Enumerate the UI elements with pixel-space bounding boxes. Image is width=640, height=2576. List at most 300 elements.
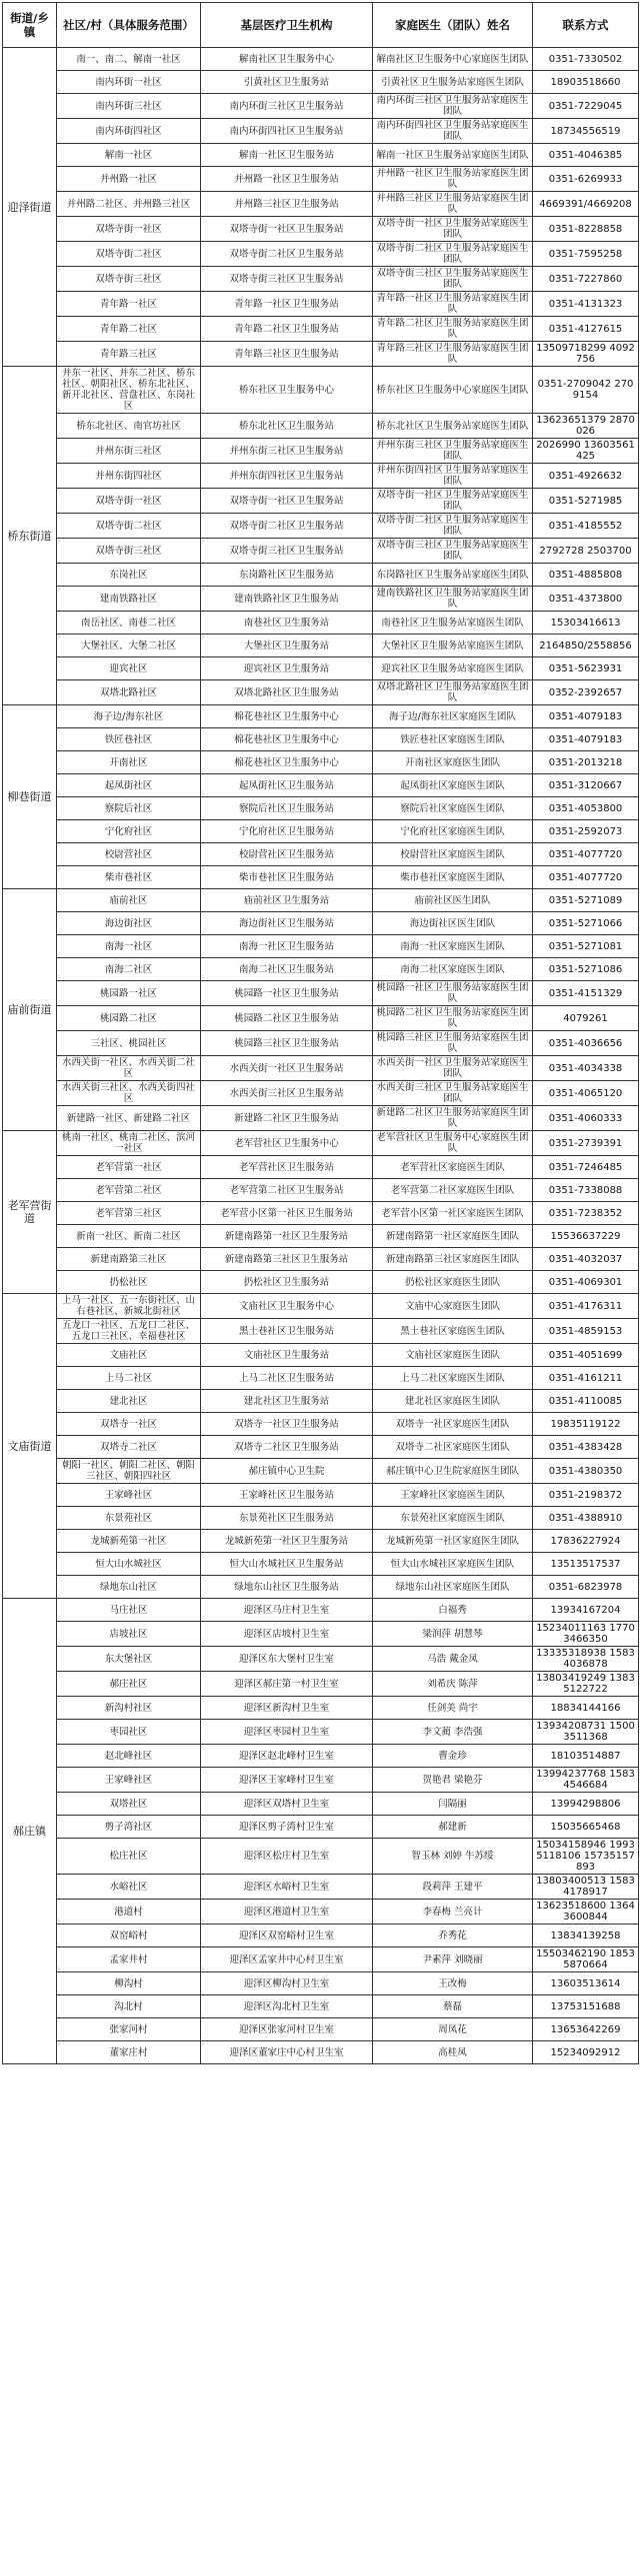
contact-cell: 0351-2739391 xyxy=(533,1131,639,1156)
institution-cell: 南内环街三社区卫生服务站 xyxy=(201,94,373,119)
institution-cell: 起凤街社区卫生服务站 xyxy=(201,774,373,797)
institution-cell: 东岗路社区卫生服务站 xyxy=(201,564,373,587)
community-cell: 上马一社区、五一东街社区、山右巷社区、新城北街社区 xyxy=(57,1294,201,1319)
doctor-team-cell: 恒大山水城社区家庭医生团队 xyxy=(373,1553,533,1576)
table-row xyxy=(3,1553,639,1576)
table-row xyxy=(3,1647,639,1672)
contact-cell: 13934167204 xyxy=(533,1599,639,1622)
institution-cell: 老军营小区第一社区卫生服务站 xyxy=(201,1202,373,1225)
community-cell: 双窑峪村 xyxy=(57,1925,201,1947)
institution-cell: 双塔寺街一社区卫生服务站 xyxy=(201,217,373,242)
institution-cell: 宁化府社区卫生服务站 xyxy=(201,820,373,843)
community-cell: 青年路二社区 xyxy=(57,317,201,342)
institution-cell: 龙城新苑第一社区卫生服务站 xyxy=(201,1530,373,1553)
table-row xyxy=(3,1367,639,1390)
table-row xyxy=(3,958,639,981)
table-row xyxy=(3,1484,639,1507)
table-row xyxy=(3,119,639,144)
community-cell: 店坡社区 xyxy=(57,1622,201,1647)
institution-cell: 解南社区卫生服务中心 xyxy=(201,48,373,71)
doctor-team-cell: 并州路三社区卫生服务站家庭医生团队 xyxy=(373,192,533,217)
institution-cell: 老军营社区卫生服务中心 xyxy=(201,1131,373,1156)
doctor-team-cell: 闫隔丽 xyxy=(373,1793,533,1816)
institution-cell: 南海一社区卫生服务站 xyxy=(201,935,373,958)
contact-cell: 13335318938 15834036878 xyxy=(533,1647,639,1672)
institution-cell: 大堡社区卫生服务站 xyxy=(201,635,373,657)
community-cell: 建南铁路社区 xyxy=(57,587,201,612)
community-cell: 桃南一社区、桃南二社区、滨河一社区 xyxy=(57,1131,201,1156)
table-row xyxy=(3,514,639,539)
contact-cell: 0351-4380350 xyxy=(533,1459,639,1484)
table-row xyxy=(3,564,639,587)
contact-cell: 0351-4069301 xyxy=(533,1271,639,1294)
community-cell: 双塔社区 xyxy=(57,1793,201,1816)
contact-cell: 0351-4032037 xyxy=(533,1248,639,1271)
community-cell: 水西关街三社区、水西关街四社区 xyxy=(57,1081,201,1106)
table-row xyxy=(3,1413,639,1436)
contact-cell: 0351-2198372 xyxy=(533,1484,639,1507)
table-row xyxy=(3,1390,639,1413)
institution-cell: 迎泽区赵北峰村卫生室 xyxy=(201,1745,373,1768)
contact-cell: 0351-4046385 xyxy=(533,144,639,167)
table-row xyxy=(3,342,639,367)
community-cell: 文庙社区 xyxy=(57,1344,201,1367)
table-row xyxy=(3,751,639,774)
community-cell: 并州东街四社区 xyxy=(57,464,201,489)
contact-cell: 0351-2013218 xyxy=(533,751,639,774)
contact-cell: 0351-5271089 xyxy=(533,889,639,912)
community-cell: 海边街社区 xyxy=(57,912,201,935)
community-cell: 新建路一社区、新建路二社区 xyxy=(57,1106,201,1131)
doctor-team-cell: 双塔寺街二社区卫生服务站家庭医生团队 xyxy=(373,514,533,539)
community-cell: 水峪社区 xyxy=(57,1875,201,1900)
contact-cell: 0351-5271086 xyxy=(533,958,639,981)
header-institution: 基层医疗卫生机构 xyxy=(201,3,373,48)
doctor-team-cell: 双塔寺街一社区卫生服务站家庭医生团队 xyxy=(373,217,533,242)
institution-cell: 南海二社区卫生服务站 xyxy=(201,958,373,981)
doctor-team-cell: 起凤街社区家庭医生团队 xyxy=(373,774,533,797)
table-row xyxy=(3,1875,639,1900)
institution-cell: 迎泽区马庄村卫生室 xyxy=(201,1599,373,1622)
institution-cell: 新建南路第一社区卫生服务站 xyxy=(201,1225,373,1248)
table-row xyxy=(3,367,639,414)
street-cell: 郝庄镇 xyxy=(3,1599,57,2064)
institution-cell: 双塔寺街三社区卫生服务站 xyxy=(201,539,373,564)
doctor-team-cell: 龙城新苑第一社区家庭医生团队 xyxy=(373,1530,533,1553)
contact-cell: 4079261 xyxy=(533,1006,639,1031)
institution-cell: 桃园路三社区卫生服务站 xyxy=(201,1031,373,1056)
doctor-team-cell: 解南社区卫生服务中心家庭医生团队 xyxy=(373,48,533,71)
community-cell: 并州路二社区、并州路三社区 xyxy=(57,192,201,217)
table-row xyxy=(3,144,639,167)
doctor-team-cell: 青年路二社区卫生服务站家庭医生团队 xyxy=(373,317,533,342)
doctor-team-cell: 双塔北路社区卫生服务站家庭医生团队 xyxy=(373,680,533,705)
institution-cell: 迎泽区双窑峪村卫生室 xyxy=(201,1925,373,1947)
street-cell: 迎泽街道 xyxy=(3,48,57,367)
community-cell: 开南社区 xyxy=(57,751,201,774)
table-row xyxy=(3,539,639,564)
community-cell: 双塔寺街二社区 xyxy=(57,514,201,539)
doctor-team-cell: 刘希庆 陈萍 xyxy=(373,1672,533,1697)
street-cell: 文庙街道 xyxy=(3,1294,57,1599)
table-row xyxy=(3,94,639,119)
doctor-team-cell: 桃园路三社区卫生服务站家庭医生团队 xyxy=(373,1031,533,1056)
institution-cell: 郝庄镇中心卫生院 xyxy=(201,1459,373,1484)
institution-cell: 桥东社区卫生服务中心 xyxy=(201,367,373,414)
doctor-team-cell: 任剑美 尚宇 xyxy=(373,1697,533,1720)
institution-cell: 迎泽区枣园村卫生室 xyxy=(201,1720,373,1745)
table-row xyxy=(3,705,639,728)
community-cell: 桃园路二社区 xyxy=(57,1006,201,1031)
doctor-team-cell: 南海二社区家庭医生团队 xyxy=(373,958,533,981)
doctor-team-cell: 老军营第二社区家庭医生团队 xyxy=(373,1179,533,1202)
doctor-team-cell: 绿地东山社区家庭医生团队 xyxy=(373,1576,533,1599)
contact-cell: 0351-2709042 2709154 xyxy=(533,367,639,414)
contact-cell: 18103514887 xyxy=(533,1745,639,1768)
contact-cell: 0351-7338088 xyxy=(533,1179,639,1202)
community-cell: 港道村 xyxy=(57,1900,201,1925)
doctor-team-cell: 水西关街一社区卫生服务站家庭医生团队 xyxy=(373,1056,533,1081)
contact-cell: 0351-5271081 xyxy=(533,935,639,958)
community-cell: 水西关街一社区、水西关街二社区 xyxy=(57,1056,201,1081)
community-cell: 并州东街三社区 xyxy=(57,439,201,464)
table-row xyxy=(3,1056,639,1081)
community-cell: 三社区、桃园社区 xyxy=(57,1031,201,1056)
institution-cell: 青年路一社区卫生服务站 xyxy=(201,292,373,317)
doctor-team-cell: 梁润萍 胡慧琴 xyxy=(373,1622,533,1647)
table-row xyxy=(3,1131,639,1156)
community-cell: 双塔寺街一社区 xyxy=(57,217,201,242)
community-cell: 扔松社区 xyxy=(57,1271,201,1294)
doctor-team-cell: 南巷社区卫生服务站家庭医生团队 xyxy=(373,612,533,635)
contact-cell: 0351-7246485 xyxy=(533,1156,639,1179)
doctor-team-cell: 高桂凤 xyxy=(373,2041,533,2064)
table-row xyxy=(3,414,639,439)
doctor-team-cell: 南内环街四社区卫生服务站家庭医生团队 xyxy=(373,119,533,144)
institution-cell: 青年路三社区卫生服务站 xyxy=(201,342,373,367)
doctor-team-cell: 李文蔺 李浩强 xyxy=(373,1720,533,1745)
contact-cell: 0351-4885808 xyxy=(533,564,639,587)
contact-cell: 13513517537 xyxy=(533,1553,639,1576)
doctor-team-cell: 桃园路二社区卫生服务站家庭医生团队 xyxy=(373,1006,533,1031)
institution-cell: 迎泽区东大堡村卫生室 xyxy=(201,1647,373,1672)
community-cell: 枣园社区 xyxy=(57,1720,201,1745)
contact-cell: 0351-4388910 xyxy=(533,1507,639,1530)
community-cell: 双塔北路社区 xyxy=(57,680,201,705)
header-contact: 联系方式 xyxy=(533,3,639,48)
institution-cell: 桃园路二社区卫生服务站 xyxy=(201,1006,373,1031)
community-cell: 铁匠巷社区 xyxy=(57,728,201,751)
community-cell: 桃园路一社区 xyxy=(57,981,201,1006)
table-row xyxy=(3,1816,639,1839)
doctor-team-cell: 老军营社区家庭医生团队 xyxy=(373,1156,533,1179)
institution-cell: 迎泽区双塔村卫生室 xyxy=(201,1793,373,1816)
contact-cell: 0351-7238352 xyxy=(533,1202,639,1225)
contact-cell: 15234011163 17703466350 xyxy=(533,1622,639,1647)
institution-cell: 水西关街三社区卫生服务站 xyxy=(201,1081,373,1106)
doctor-team-cell: 建南铁路社区卫生服务站家庭医生团队 xyxy=(373,587,533,612)
table-row xyxy=(3,167,639,192)
contact-cell: 0351-7227860 xyxy=(533,267,639,292)
community-cell: 南岳社区、南巷二社区 xyxy=(57,612,201,635)
contact-cell: 2792728 2503700 xyxy=(533,539,639,564)
community-cell: 南海二社区 xyxy=(57,958,201,981)
doctor-team-cell: 海边街社区医生团队 xyxy=(373,912,533,935)
community-cell: 赵北峰社区 xyxy=(57,1745,201,1768)
institution-cell: 双塔寺街一社区卫生服务站 xyxy=(201,489,373,514)
table-row xyxy=(3,1530,639,1553)
institution-cell: 水西关街一社区卫生服务站 xyxy=(201,1056,373,1081)
contact-cell: 18834144166 xyxy=(533,1697,639,1720)
community-cell: 老军营第一社区 xyxy=(57,1156,201,1179)
institution-cell: 校尉营社区卫生服务站 xyxy=(201,843,373,866)
table-row xyxy=(3,1248,639,1271)
doctor-team-cell: 文庙中心家庭医生团队 xyxy=(373,1294,533,1319)
table-row xyxy=(3,912,639,935)
doctor-team-cell: 庙前社区医生团队 xyxy=(373,889,533,912)
doctor-team-cell: 校尉营社区家庭医生团队 xyxy=(373,843,533,866)
community-cell: 青年路三社区 xyxy=(57,342,201,367)
doctor-team-cell: 解南一社区卫生服务站家庭医生团队 xyxy=(373,144,533,167)
table-row xyxy=(3,1507,639,1530)
institution-cell: 迎泽区郝庄第一村卫生室 xyxy=(201,1672,373,1697)
doctor-team-cell: 郝庄镇中心卫生院家庭医生团队 xyxy=(373,1459,533,1484)
table-row xyxy=(3,843,639,866)
community-cell: 庙前社区 xyxy=(57,889,201,912)
doctor-team-cell: 南内环街三社区卫生服务站家庭医生团队 xyxy=(373,94,533,119)
contact-cell: 18903518660 xyxy=(533,71,639,94)
table-row xyxy=(3,1839,639,1875)
table-row xyxy=(3,866,639,889)
community-cell: 恒大山水城社区 xyxy=(57,1553,201,1576)
table-row xyxy=(3,1622,639,1647)
community-cell: 宁化府社区 xyxy=(57,820,201,843)
doctor-team-cell: 南海一社区家庭医生团队 xyxy=(373,935,533,958)
contact-cell: 0351-4131323 xyxy=(533,292,639,317)
doctor-team-cell: 桥东社区卫生服务中心家庭医生团队 xyxy=(373,367,533,414)
contact-cell: 0351-4077720 xyxy=(533,866,639,889)
header-street: 街道/乡镇 xyxy=(3,3,57,48)
doctor-team-cell: 新建南路第一社区家庭医生团队 xyxy=(373,1225,533,1248)
contact-cell: 0351-4161211 xyxy=(533,1367,639,1390)
institution-cell: 迎泽区港道村卫生室 xyxy=(201,1900,373,1925)
contact-cell: 0351-4051699 xyxy=(533,1344,639,1367)
service-table xyxy=(2,2,639,2064)
doctor-team-cell: 新建路二社区卫生服务站家庭医生团队 xyxy=(373,1106,533,1131)
table-row xyxy=(3,797,639,820)
street-cell: 庙前街道 xyxy=(3,889,57,1131)
street-cell: 桥东街道 xyxy=(3,367,57,705)
community-cell: 沟北村 xyxy=(57,1995,201,2018)
contact-cell: 13994237768 15834546684 xyxy=(533,1768,639,1793)
institution-cell: 棉花巷社区卫生服务中心 xyxy=(201,751,373,774)
table-row xyxy=(3,657,639,680)
institution-cell: 青年路二社区卫生服务站 xyxy=(201,317,373,342)
contact-cell: 0351-4060333 xyxy=(533,1106,639,1131)
community-cell: 察院后社区 xyxy=(57,797,201,820)
institution-cell: 迎泽区水峪村卫生室 xyxy=(201,1875,373,1900)
doctor-team-cell: 白福秀 xyxy=(373,1599,533,1622)
table-row xyxy=(3,292,639,317)
table-row xyxy=(3,1972,639,1995)
community-cell: 南内环街三社区 xyxy=(57,94,201,119)
doctor-team-cell: 双塔寺一社区家庭医生团队 xyxy=(373,1413,533,1436)
institution-cell: 迎泽区新沟村卫生室 xyxy=(201,1697,373,1720)
community-cell: 南海一社区 xyxy=(57,935,201,958)
table-row xyxy=(3,1768,639,1793)
doctor-team-cell: 并州路一社区卫生服务站家庭医生团队 xyxy=(373,167,533,192)
community-cell: 龙城新苑第一社区 xyxy=(57,1530,201,1553)
contact-cell: 13934208731 15003511368 xyxy=(533,1720,639,1745)
table-row xyxy=(3,820,639,843)
institution-cell: 柴市巷社区卫生服务站 xyxy=(201,866,373,889)
doctor-team-cell: 双塔寺街一社区卫生服务站家庭医生团队 xyxy=(373,489,533,514)
table-row xyxy=(3,1745,639,1768)
community-cell: 双塔寺街二社区 xyxy=(57,242,201,267)
community-cell: 双塔寺街三社区 xyxy=(57,539,201,564)
contact-cell: 0351-4053800 xyxy=(533,797,639,820)
doctor-team-cell: 东景苑社区家庭医生团队 xyxy=(373,1507,533,1530)
doctor-team-cell: 建北社区家庭医生团队 xyxy=(373,1390,533,1413)
community-cell: 南一、南二、解南一社区 xyxy=(57,48,201,71)
community-cell: 老军营第二社区 xyxy=(57,1179,201,1202)
doctor-team-cell: 蔡磊 xyxy=(373,1995,533,2018)
institution-cell: 迎泽区孟家井中心村卫生室 xyxy=(201,1947,373,1972)
table-row xyxy=(3,1925,639,1947)
contact-cell: 0351-3120667 xyxy=(533,774,639,797)
contact-cell: 0351-4373800 xyxy=(533,587,639,612)
contact-cell: 0351-6823978 xyxy=(533,1576,639,1599)
table-row xyxy=(3,728,639,751)
table-row xyxy=(3,2018,639,2041)
table-row xyxy=(3,635,639,657)
community-cell: 并东一社区、并东二社区、桥东社区、朝阳社区、桥东北社区、新开北社区、营盘社区、东岗社区 xyxy=(57,367,201,414)
doctor-team-cell: 青年路三社区卫生服务站家庭医生团队 xyxy=(373,342,533,367)
contact-cell: 15035665468 xyxy=(533,1816,639,1839)
institution-cell: 并州路一社区卫生服务站 xyxy=(201,167,373,192)
institution-cell: 棉花巷社区卫生服务中心 xyxy=(201,705,373,728)
contact-cell: 13834139258 xyxy=(533,1925,639,1947)
doctor-team-cell: 迎宾社区卫生服务站家庭医生团队 xyxy=(373,657,533,680)
doctor-team-cell: 察院后社区家庭医生团队 xyxy=(373,797,533,820)
institution-cell: 扔松社区卫生服务站 xyxy=(201,1271,373,1294)
community-cell: 张家河村 xyxy=(57,2018,201,2041)
table-row xyxy=(3,1271,639,1294)
contact-cell: 13994298806 xyxy=(533,1793,639,1816)
contact-cell: 0351-4859153 xyxy=(533,1319,639,1344)
contact-cell: 0351-7595258 xyxy=(533,242,639,267)
doctor-team-cell: 水西关街三社区卫生服务站家庭医生团队 xyxy=(373,1081,533,1106)
institution-cell: 并州东街四社区卫生服务站 xyxy=(201,464,373,489)
institution-cell: 双塔寺一社区卫生服务站 xyxy=(201,1413,373,1436)
institution-cell: 上马二社区卫生服务站 xyxy=(201,1367,373,1390)
community-cell: 朝阳一社区、朝阳二社区、朝阳三社区、朝阳四社区 xyxy=(57,1459,201,1484)
community-cell: 老军营第三社区 xyxy=(57,1202,201,1225)
table-row xyxy=(3,217,639,242)
doctor-team-cell: 乔秀花 xyxy=(373,1925,533,1947)
community-cell: 建北社区 xyxy=(57,1390,201,1413)
institution-cell: 新建路二社区卫生服务站 xyxy=(201,1106,373,1131)
table-row xyxy=(3,1459,639,1484)
table-row xyxy=(3,1344,639,1367)
contact-cell: 0351-4383428 xyxy=(533,1436,639,1459)
table-row xyxy=(3,1294,639,1319)
community-cell: 新建南路第三社区 xyxy=(57,1248,201,1271)
header-doctor-team: 家庭医生（团队）姓名 xyxy=(373,3,533,48)
community-cell: 马庄社区 xyxy=(57,1599,201,1622)
community-cell: 东大堡社区 xyxy=(57,1647,201,1672)
doctor-team-cell: 李春梅 兰亮计 xyxy=(373,1900,533,1925)
doctor-team-cell: 铁匠巷社区家庭医生团队 xyxy=(373,728,533,751)
table-row xyxy=(3,242,639,267)
institution-cell: 王家峰社区卫生服务站 xyxy=(201,1484,373,1507)
community-cell: 海子边/海东社区 xyxy=(57,705,201,728)
table-row xyxy=(3,1900,639,1925)
contact-cell: 0351-4176311 xyxy=(533,1294,639,1319)
doctor-team-cell: 柴市巷社区家庭医生团队 xyxy=(373,866,533,889)
institution-cell: 东景苑社区卫生服务站 xyxy=(201,1507,373,1530)
community-cell: 双塔寺二社区 xyxy=(57,1436,201,1459)
contact-cell: 0351-4151329 xyxy=(533,981,639,1006)
community-cell: 王家峰社区 xyxy=(57,1484,201,1507)
table-row xyxy=(3,1672,639,1697)
community-cell: 双塔寺一社区 xyxy=(57,1413,201,1436)
doctor-team-cell: 东岗路社区卫生服务站家庭医生团队 xyxy=(373,564,533,587)
institution-cell: 迎泽区松庄村卫生室 xyxy=(201,1839,373,1875)
contact-cell: 15303416613 xyxy=(533,612,639,635)
doctor-team-cell: 文庙社区家庭医生团队 xyxy=(373,1344,533,1367)
institution-cell: 并州东街三社区卫生服务站 xyxy=(201,439,373,464)
doctor-team-cell: 老军营社区卫生服务中心家庭医生团队 xyxy=(373,1131,533,1156)
table-row xyxy=(3,1031,639,1056)
institution-cell: 迎泽区柳沟村卫生室 xyxy=(201,1972,373,1995)
contact-cell: 0351-4110085 xyxy=(533,1390,639,1413)
doctor-team-cell: 双塔寺二社区家庭医生团队 xyxy=(373,1436,533,1459)
table-row xyxy=(3,1576,639,1599)
institution-cell: 迎宾社区卫生服务站 xyxy=(201,657,373,680)
contact-cell: 0351-4127615 xyxy=(533,317,639,342)
table-row xyxy=(3,1179,639,1202)
table-row xyxy=(3,1156,639,1179)
institution-cell: 察院后社区卫生服务站 xyxy=(201,797,373,820)
institution-cell: 文庙社区卫生服务站 xyxy=(201,1344,373,1367)
doctor-team-cell: 扔松社区家庭医生团队 xyxy=(373,1271,533,1294)
header-row xyxy=(3,3,639,48)
institution-cell: 海边街社区卫生服务站 xyxy=(201,912,373,935)
institution-cell: 南巷社区卫生服务站 xyxy=(201,612,373,635)
street-cell: 老军营街道 xyxy=(3,1131,57,1294)
doctor-team-cell: 智玉林 刘婷 牛苏绥 xyxy=(373,1839,533,1875)
institution-cell: 迎泽区沟北村卫生室 xyxy=(201,1995,373,2018)
doctor-team-cell: 尹素萍 刘晓丽 xyxy=(373,1947,533,1972)
doctor-team-cell: 王改梅 xyxy=(373,1972,533,1995)
community-cell: 迎宾社区 xyxy=(57,657,201,680)
table-row xyxy=(3,71,639,94)
contact-cell: 19835119122 xyxy=(533,1413,639,1436)
community-cell: 东岗社区 xyxy=(57,564,201,587)
doctor-team-cell: 王家峰社区家庭医生团队 xyxy=(373,1484,533,1507)
contact-cell: 13653642269 xyxy=(533,2018,639,2041)
community-cell: 双塔寺街三社区 xyxy=(57,267,201,292)
doctor-team-cell: 贺艳君 梁艳芬 xyxy=(373,1768,533,1793)
table-row xyxy=(3,889,639,912)
community-cell: 柴市巷社区 xyxy=(57,866,201,889)
institution-cell: 建北社区卫生服务站 xyxy=(201,1390,373,1413)
community-cell: 剪子湾社区 xyxy=(57,1816,201,1839)
institution-cell: 双塔寺二社区卫生服务站 xyxy=(201,1436,373,1459)
contact-cell: 15034158946 19935118106 15735157893 xyxy=(533,1839,639,1875)
table-row xyxy=(3,1081,639,1106)
